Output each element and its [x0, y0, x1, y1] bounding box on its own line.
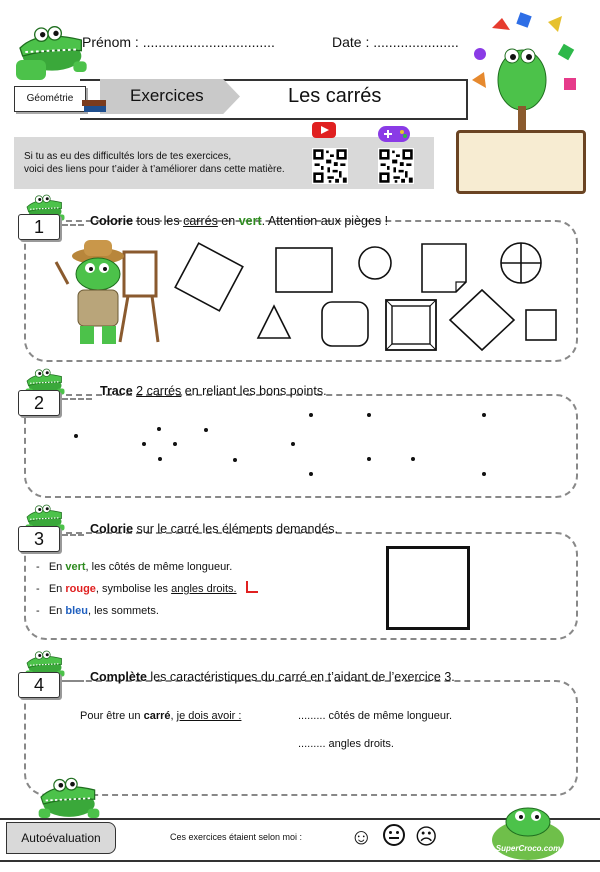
exercise-4-title: [90, 670, 455, 684]
ex2-two-squares: 2 carrés: [136, 384, 182, 398]
ex3-word-bleu: bleu: [65, 605, 88, 617]
ex4-lead: [80, 710, 241, 722]
shape-circle[interactable]: [359, 247, 391, 279]
qr-code-video[interactable]: [312, 148, 348, 184]
section-label: Exercices: [130, 86, 204, 105]
ex1-shapes: [170, 238, 570, 356]
ex3-word-rouge: rouge: [65, 583, 96, 595]
ex3-square-to-color[interactable]: [386, 546, 470, 630]
exercise-3-number: 3: [18, 526, 60, 552]
ex3-item-red: - En rouge, symbolise les angles droits.: [36, 578, 258, 600]
subject-tag: Géométrie: [14, 86, 86, 112]
exercise-1-number: 1: [18, 214, 60, 240]
ex4-blank-angles[interactable]: ......... angles droits.: [298, 738, 394, 750]
ex3-item-pre: En: [48, 561, 66, 573]
ex1-text-3: . Attention aux pièges !: [261, 214, 389, 228]
supercroco-logo: [488, 802, 568, 864]
ex2-verb: Trace: [100, 384, 133, 398]
ex1-verb: Colorie: [90, 214, 134, 228]
youtube-croco-icon: [310, 118, 338, 140]
ex4-verb: Complète: [90, 670, 147, 684]
shape-rectangle[interactable]: [276, 248, 332, 292]
exercise-2-box: [24, 394, 578, 498]
ex3-item-pre: En: [48, 605, 66, 617]
shape-diamond[interactable]: [450, 290, 514, 350]
exercise-2-number: 2: [18, 390, 60, 416]
croco-thumb-icon: [16, 60, 46, 80]
shape-folded-square[interactable]: [422, 244, 466, 292]
point[interactable]: [142, 442, 146, 446]
ex4-lead-carre: carré: [143, 710, 171, 722]
point[interactable]: [367, 413, 371, 417]
shape-triangle[interactable]: [258, 306, 290, 338]
ex1-dash-left: [62, 224, 84, 226]
smiley-neutral-icon[interactable]: [383, 824, 405, 846]
shape-small-square[interactable]: [526, 310, 556, 340]
exercise-1-title: [90, 214, 388, 228]
prenom-label: Prénom :: [82, 34, 139, 50]
ex3-item-blue: - En bleu, les sommets.: [36, 605, 159, 617]
smiley-happy-icon[interactable]: ☺: [350, 824, 373, 849]
point[interactable]: [482, 472, 486, 476]
ex4-lead-underlined: je dois avoir :: [176, 710, 242, 722]
gamepad-icon: [376, 122, 412, 144]
brand-text: SuperCroco.com: [495, 844, 561, 853]
ex3-item-post: , les côtés de même longueur.: [85, 561, 233, 573]
autoevaluation-label: Autoévaluation: [6, 822, 116, 854]
ex3-word-vert: vert: [65, 561, 86, 573]
ex2-text: en reliant les bons points.: [181, 384, 327, 398]
point[interactable]: [173, 442, 177, 446]
point[interactable]: [157, 427, 161, 431]
book-icon-2: [84, 106, 106, 112]
ex4-lead-b: ,: [170, 710, 177, 722]
date-field[interactable]: [332, 34, 459, 50]
ex3-verb: Colorie: [90, 522, 134, 536]
point[interactable]: [309, 413, 313, 417]
ex4-dash-left: [62, 680, 84, 682]
help-line-2: voici des liens pour t’aider à t’améliorer dans cette matière.: [24, 164, 285, 175]
croco-footer: [34, 772, 104, 822]
point[interactable]: [482, 413, 486, 417]
wooden-sign: [456, 130, 586, 194]
ex3-item-pre: En: [48, 583, 66, 595]
point[interactable]: [367, 457, 371, 461]
prenom-field[interactable]: [82, 34, 275, 50]
ex3-item-post: , les sommets.: [87, 605, 159, 617]
ex4-lead-a: Pour être un: [80, 710, 144, 722]
ex3-instructions: [36, 556, 258, 622]
help-text: [24, 150, 285, 176]
ex3-text: sur le carré les éléments demandés.: [133, 522, 339, 536]
page-title: Les carrés: [288, 85, 382, 107]
point[interactable]: [411, 457, 415, 461]
exercise-4-number: 4: [18, 672, 60, 698]
smiley-rating: [350, 824, 438, 849]
point[interactable]: [291, 442, 295, 446]
painter-croco-illustration: [48, 234, 164, 350]
point[interactable]: [309, 472, 313, 476]
ex1-vert: vert: [238, 214, 262, 228]
shape-beveled-square[interactable]: [386, 300, 436, 350]
exercise-3-title: [90, 522, 338, 536]
autoeval-prompt: Ces exercices étaient selon moi :: [170, 832, 303, 842]
exercise-2-title: [100, 384, 327, 398]
ex4-text: les caractéristiques du carré en t’aidant de l’exercice 3.: [146, 670, 455, 684]
smiley-sad-icon[interactable]: ☹: [414, 824, 438, 849]
ex3-dash-left: [62, 534, 84, 536]
ex1-carres: carrés: [183, 214, 218, 228]
ex3-angles-droits: angles droits.: [171, 583, 237, 595]
shape-tilted-square[interactable]: [175, 243, 243, 311]
ex1-text-2: en: [217, 214, 239, 228]
ex2-dash-left: [62, 398, 92, 400]
ex3-item-green: - En vert, les côtés de même longueur.: [36, 561, 233, 573]
point[interactable]: [233, 458, 237, 462]
prenom-dots: ..................................: [142, 34, 275, 50]
ex4-blank-sides[interactable]: ......... côtés de même longueur.: [298, 710, 453, 722]
ex1-text-1: tous les: [133, 214, 184, 228]
qr-code-game[interactable]: [378, 148, 414, 184]
point[interactable]: [204, 428, 208, 432]
shape-rounded-square[interactable]: [322, 302, 368, 346]
right-angle-icon: [246, 581, 258, 593]
point[interactable]: [74, 434, 78, 438]
date-dots: ......................: [373, 34, 459, 50]
help-line-1: Si tu as eu des difficultés lors de tes exercices,: [24, 151, 232, 162]
ex3-item-post: , symbolise les: [95, 583, 172, 595]
point[interactable]: [158, 457, 162, 461]
date-label: Date :: [332, 34, 370, 50]
